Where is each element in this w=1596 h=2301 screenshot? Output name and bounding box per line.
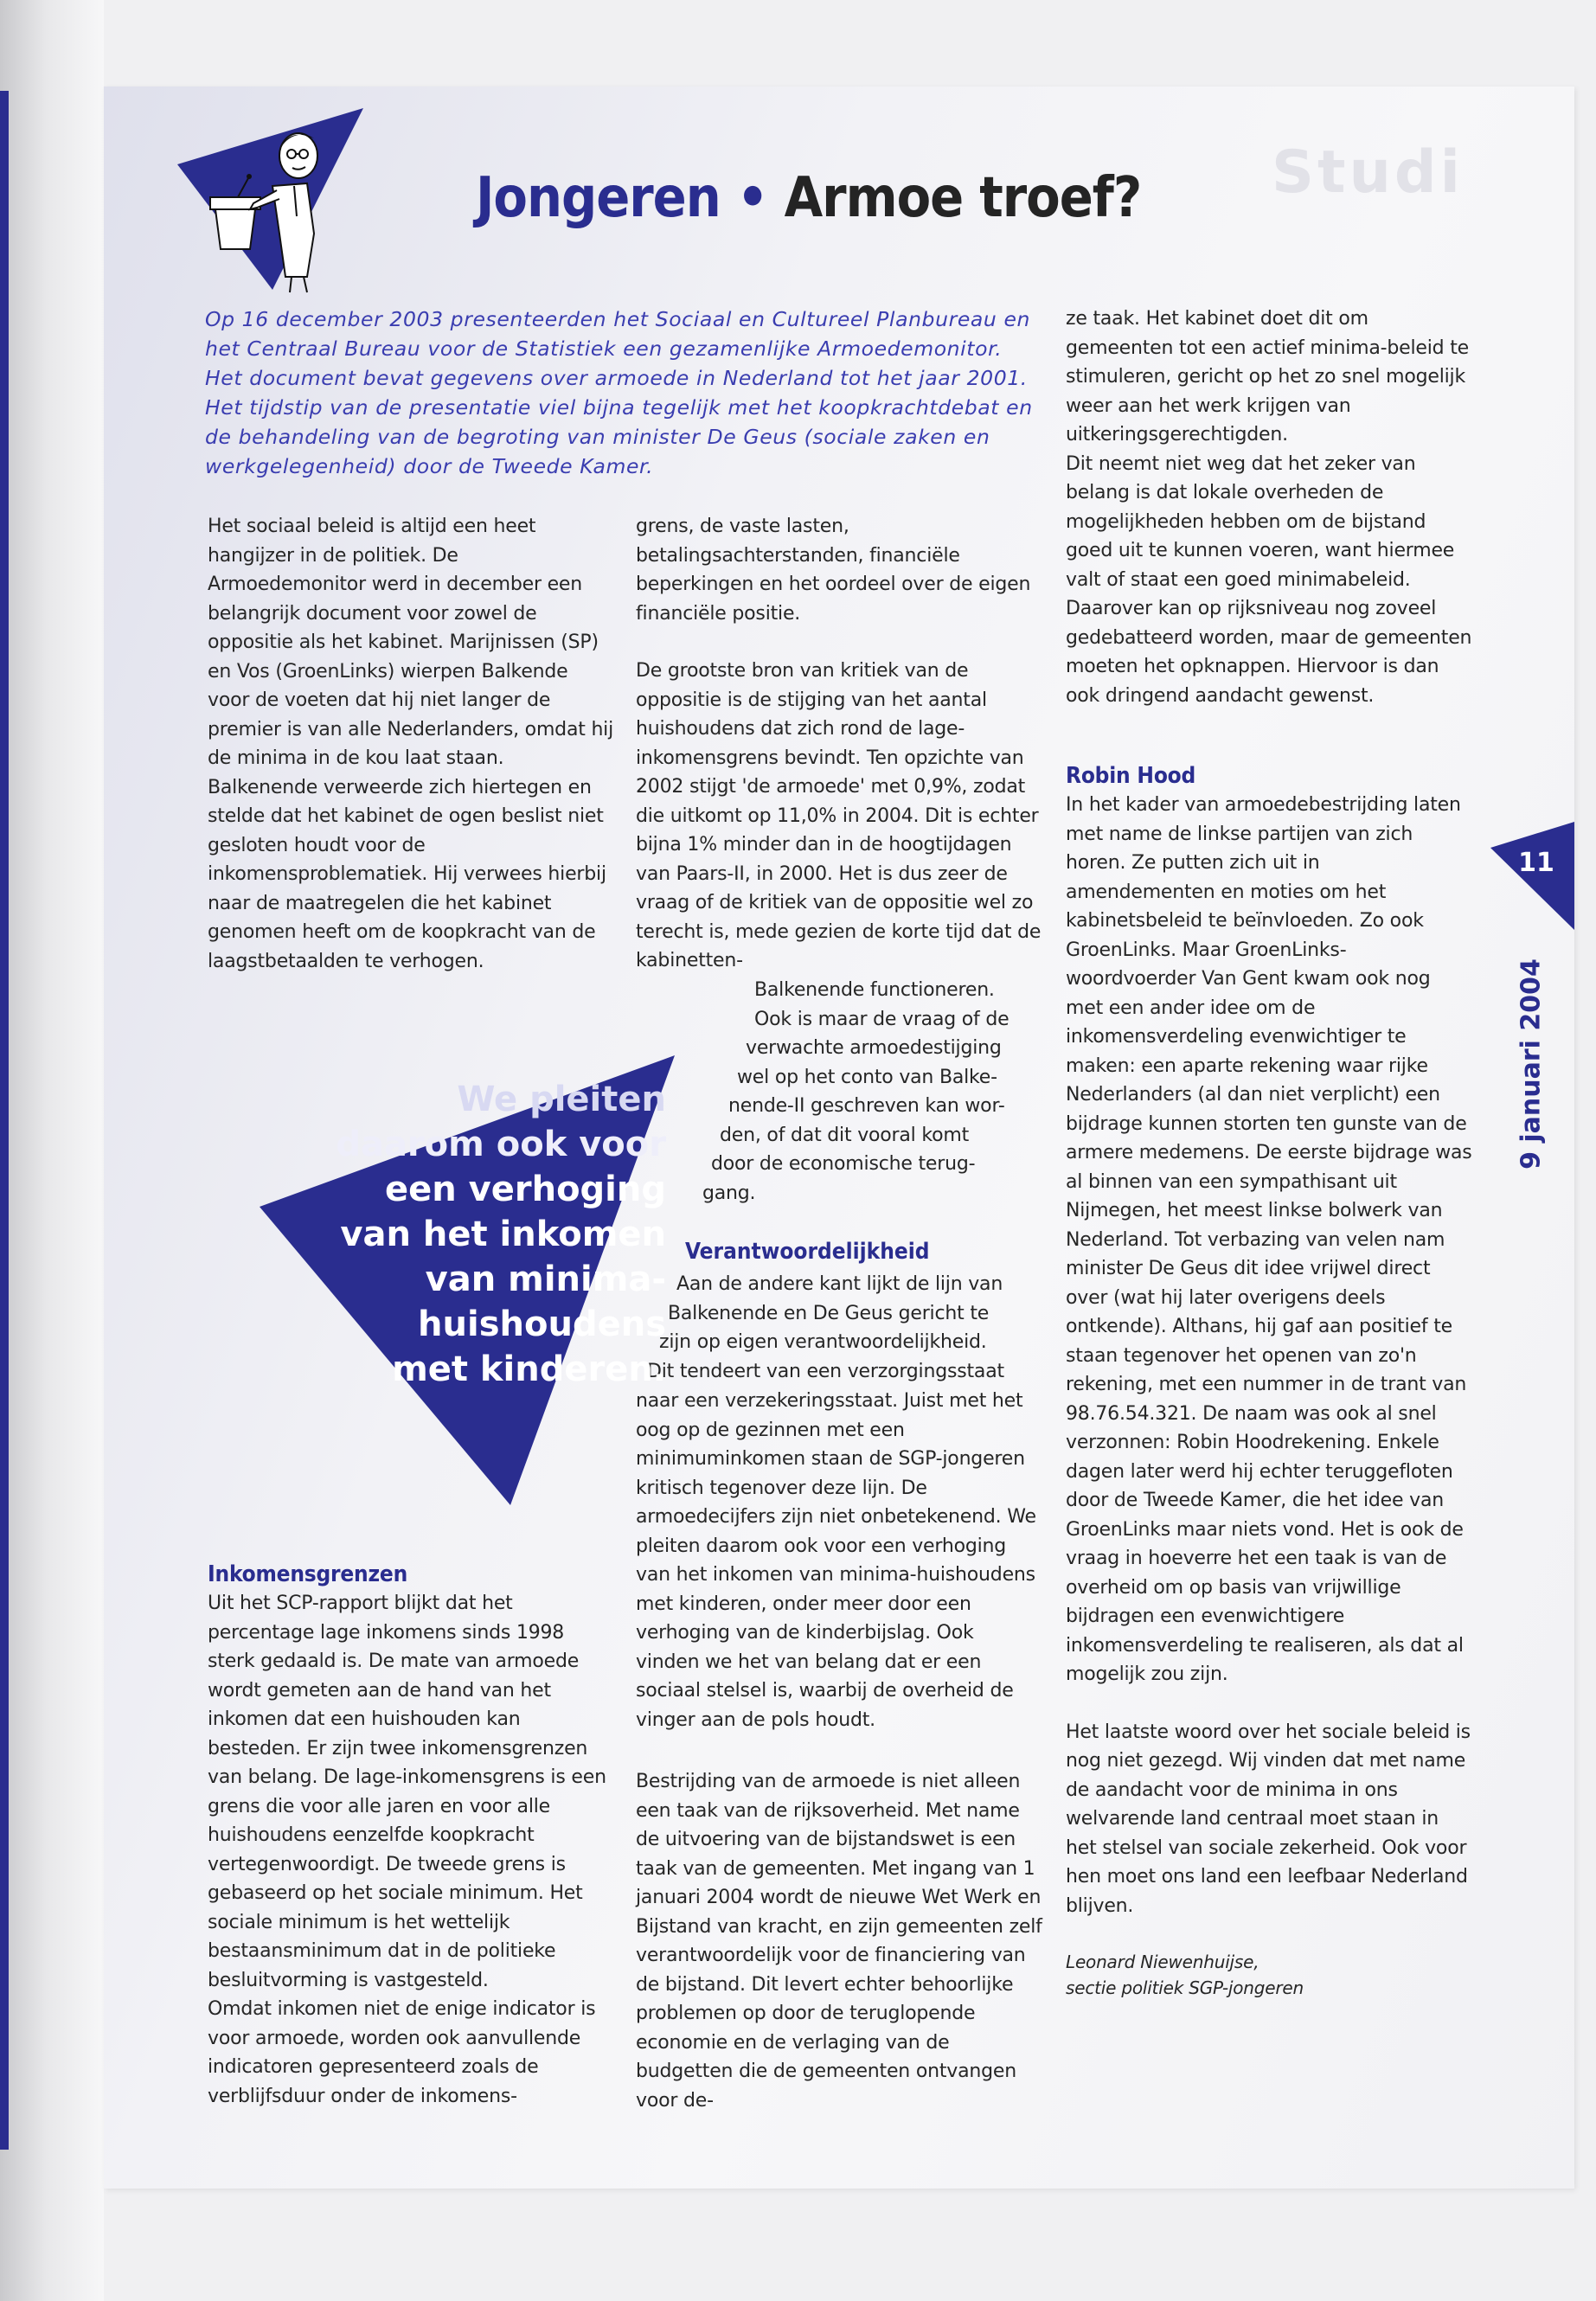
intro-paragraph: Op 16 december 2003 presenteerden het Sociaal en Cultureel Planbureau en het Centraal Bureau voor de Statistiek een gezamenlijke Armoedemonitor. Het document bevat gegevens over armoede in Nederland tot het jaar 2001. Het tijdstip van de presentatie viel bijna tegelijk met het koopkrachtdebat en de behandeling van de begroting van minister De Geus (sociale zaken en werkgelegenheid) door de Tweede Kamer.	[205, 307, 1033, 478]
column-1-bottom	[208, 1560, 614, 2111]
wrap-line: door de economische terug-	[711, 1153, 976, 1175]
pullquote-line: van het inkomen	[340, 1215, 666, 1254]
pullquote-line: huishoudens	[418, 1304, 666, 1344]
wrap-line: Dit tendeert van een verzorgingsstaat	[647, 1361, 1004, 1382]
column-3-top	[1066, 304, 1472, 710]
wrap-line: Ook is maar de vraag of de	[754, 1009, 1010, 1030]
title-part-1: Jongeren	[476, 166, 721, 230]
issue-date: 9 januari 2004	[1516, 958, 1547, 1170]
column-3-bottom	[1066, 761, 1472, 2001]
title-block	[177, 104, 1142, 294]
col2-paragraph-2: De grootste bron van kritiek van de oppositie is de stijging van het aantal huishoudens dat zich rond de lage-inkomensgrens bevindt. Ten opzichte van 2002 stijgt 'de armoede' met 0,9%, zodat die uitkomt op 11,0% in 2004. Dit is echter bijna 1% minder dan in de hoogtijdagen van Paars-II, in 2000. Het is dus zeer de vraag of de kritiek van de oppositie wel zo terecht is, mede gezien de korte tijd dat de kabinetten-	[636, 660, 1042, 971]
col3-paragraph-2: Dit neemt niet weg dat het zeker van belang is dat lokale overheden de mogelijkheden hebben om de bijstand goed uit te kunnen voeren, want hiermee valt of staat een goed minimabeleid. Daarover kan op rijksniveau nog zoveel gedebatteerd worden, maar de gemeenten moeten het opknappen. Hiervoor is dan ook dringend aandacht gewenst.	[1066, 452, 1472, 707]
heading-verantwoordelijkheid: Verantwoordelijkheid	[685, 1239, 930, 1265]
heading-inkomensgrenzen: Inkomensgrenzen	[208, 1561, 408, 1587]
title-separator: •	[736, 166, 768, 230]
page-number: 11	[1518, 848, 1554, 878]
speaker-at-podium-icon	[177, 104, 376, 294]
column-2-top	[636, 512, 1042, 976]
wrap-line: wel op het conto van Balke-	[737, 1067, 997, 1088]
wrap-line: nende-II geschreven kan wor-	[728, 1095, 1005, 1117]
pullquote-line: een verhoging	[385, 1170, 666, 1209]
col1-paragraph-1: Het sociaal beleid is altijd een heet hangijzer in de politiek. De Armoedemonitor werd in december een belangrijk document voor zowel de oppositie als het kabinet. Marijnissen (SP) en Vos (GroenLinks) wierpen Balkende voor de voeten dat hij niet langer de premier is van alle Nederlanders, omdat hij de minima in de kou laat staan. Balkenende verweerde zich hiertegen en stelde dat het kabinet de ogen beslist niet gesloten houdt voor de inkomensproblematiek. Hij verwees hierbij naar de maatregelen die het kabinet genomen heeft om de koopkracht van de laagstbetaalden te verhogen.	[208, 516, 614, 972]
col1-paragraph-3: Omdat inkomen niet de enige indicator is voor armoede, worden ook aanvullende indicatoren gepresenteerd zoals de verblijfsduur onder de inkomens-	[208, 1998, 596, 2107]
wrap-line: Balkenende functioneren.	[754, 979, 995, 1001]
wrap-line: verwachte armoedestijging	[746, 1037, 1002, 1059]
col3-paragraph-4: Het laatste woord over het sociale beleid is nog niet gezegd. Wij vinden dat met name de aandacht voor de minima in ons welvarende land centraal moet staan in het stelsel van sociale zekerheid. Ook voor hen moet ons land een leefbaar Nederland blijven.	[1066, 1721, 1471, 1917]
title-part-2: Armoe troef?	[784, 166, 1142, 230]
page-binding	[0, 0, 104, 2301]
author-role: sectie politiek SGP-jongeren	[1066, 1977, 1304, 1998]
page-title	[476, 166, 1141, 230]
column-2-bottom	[636, 1767, 1042, 2115]
watermark-logo: Studi	[1272, 138, 1464, 207]
pullquote-line: van minima-	[425, 1259, 666, 1299]
previous-page-edge	[0, 91, 9, 2150]
col2-paragraph-4: Bestrijding van de armoede is niet alleen een taak van de rijksoverheid. Met name de uitvoering van de bijstandswet is een taak van de gemeenten. Met ingang van 1 januari 2004 wordt de nieuwe Wet Werk en Bijstand van kracht, en zijn gemeenten zelf verantwoordelijk voor de financiering van de bijstand. Dit levert echter behoorlijke problemen op door de teruglopende economie en de verlaging van de budgetten die de gemeenten ontvangen voor de-	[636, 1771, 1042, 2112]
pullquote-line: We pleiten	[457, 1080, 666, 1119]
column-2-middle	[636, 1387, 1042, 1734]
column-1-top	[208, 512, 614, 976]
wrap-line: den, of dat dit vooral komt	[720, 1125, 970, 1146]
col3-paragraph-1: ze taak. Het kabinet doet dit om gemeenten tot een actief minima-beleid te stimuleren, gericht op het zo snel mogelijk weer aan het werk krijgen van uitkeringsgerechtigden.	[1066, 308, 1469, 445]
pullquote-line: met kinderen.	[392, 1349, 666, 1389]
col2-paragraph-3: naar een verzekeringsstaat. Juist met het oog op de gezinnen met een minimuminkomen staan de SGP-jongeren kritisch tegenover deze lijn. De armoedecijfers zijn niet onbetekenend. We pleiten daarom ook voor een verhoging van het inkomen van minima-huishoudens met kinderen, onder meer door een verhoging van de kinderbijslag. Ook vinden we het van belang dat er een sociaal stelsel is, waarbij de overheid de vinger aan de pols houdt.	[636, 1390, 1036, 1731]
pullquote-line: daarom ook voor	[336, 1125, 666, 1164]
wrap-line: Balkenende en De Geus gericht te	[668, 1303, 990, 1324]
wrap-line: Aan de andere kant lijkt de lijn van	[676, 1273, 1003, 1295]
wrap-line: gang.	[702, 1183, 756, 1204]
col3-paragraph-3: In het kader van armoedebestrijding laten met name de linkse partijen van zich horen. Ze putten zich uit in amendementen en moties om het kabinetsbeleid te beïnvloeden. Zo ook GroenLinks. Maar GroenLinks-woordvoerder Van Gent kwam ook nog met een ander idee om de inkomensverdeling evenwichtiger te maken: een aparte rekening waar rijke Nederlanders (al dan niet verplicht) een bijdrage kunnen storten ten gunste van de armere medemens. De eerste bijdrage was al binnen van een sympathisant uit Nijmegen, het meest linkse bolwerk van Nederland. Tot verbazing van velen nam minister De Geus dit idee vrijwel direct over (wat hij later overigens deels ontkende). Althans, hij gaf aan positief te staan tegenover het openen van zo'n rekening, met een nummer in de trant van 98.76.54.321. De naam was ook al snel verzonnen: Robin Hoodrekening. Enkele dagen later werd hij echter teruggefloten door de Tweede Kamer, die het idee van GroenLinks maar niets vond. Het is ook de vraag in hoeverre het een taak is van de overheid om op basis van vrijwillige bijdragen een evenwichtigere inkomensverdeling te realiseren, als dat al mogelijk zou zijn.	[1066, 794, 1472, 1685]
col1-paragraph-2: Uit het SCP-rapport blijkt dat het percentage lage inkomens sinds 1998 sterk gedaald is. De mate van armoede wordt gemeten aan de hand van het inkomen dat een huishouden kan besteden. Er zijn twee inkomensgrenzen van belang. De lage-inkomensgrens is een grens die voor alle jaren en voor alle huishoudens eenzelfde koopkracht vertegenwoordigt. De tweede grens is gebaseerd op het sociale minimum. Het sociale minimum is het wettelijk bestaansminimum dat in de politieke besluitvorming is vastgesteld.	[208, 1593, 606, 1991]
author-name: Leonard Niewenhuijse,	[1066, 1952, 1259, 1972]
pull-quote	[260, 1077, 666, 1392]
wrap-line: zijn op eigen verantwoordelijkheid.	[659, 1331, 987, 1353]
heading-robin-hood: Robin Hood	[1066, 763, 1196, 789]
col2-paragraph-1: grens, de vaste lasten, betalingsachterstanden, financiële beperkingen en het oordeel over de eigen financiële positie.	[636, 516, 1031, 625]
